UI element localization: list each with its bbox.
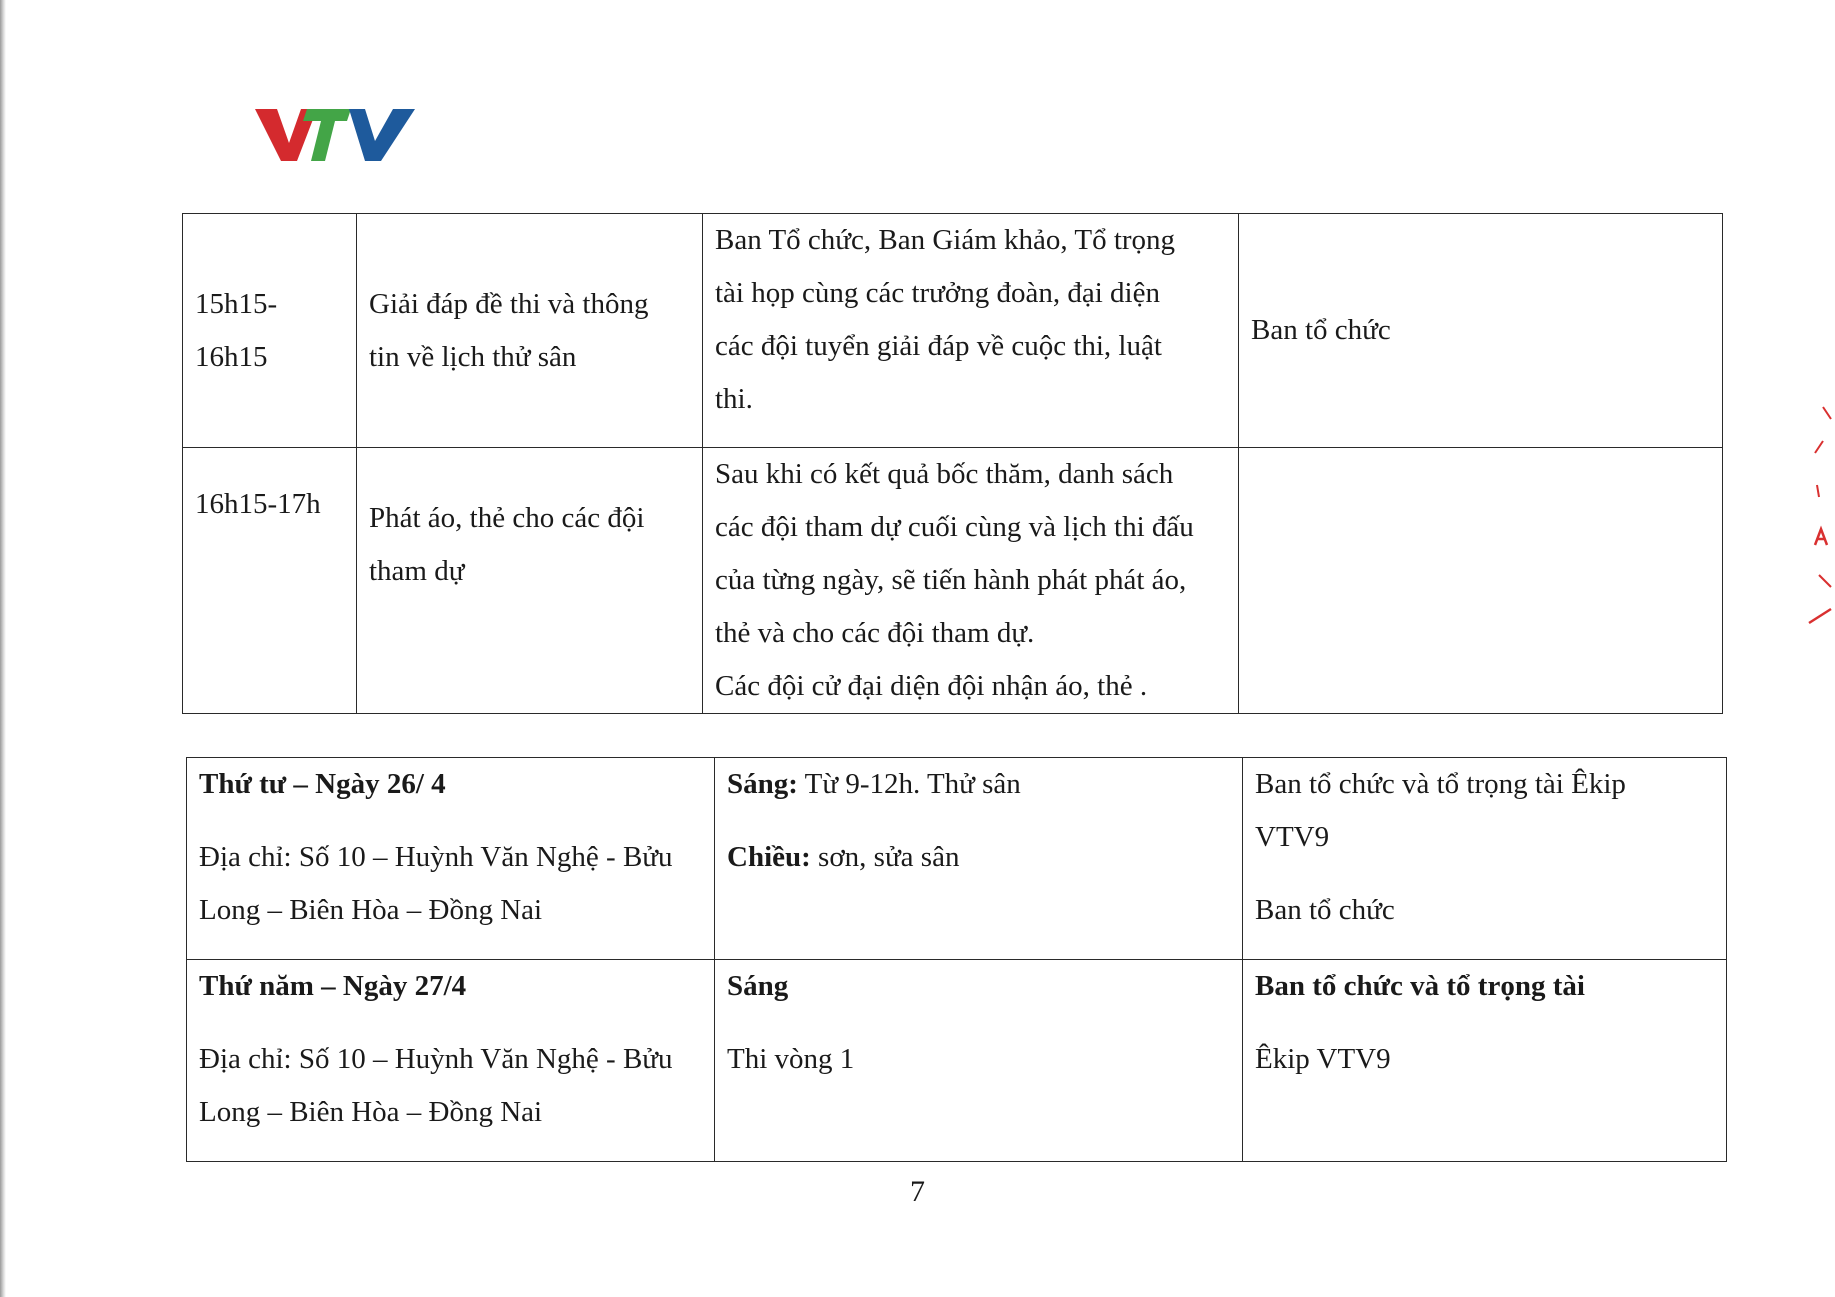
address-line: Long – Biên Hòa – Đồng Nai: [199, 894, 543, 926]
detail-line: các đội tuyển giải đáp về cuộc thi, luật: [715, 330, 1162, 362]
activity-cell: [357, 214, 703, 448]
afternoon-label: Chiều:: [727, 841, 811, 873]
responsible-cell: [1243, 960, 1727, 1162]
time-line: 15h15-: [195, 287, 278, 320]
detail-line: của từng ngày, sẽ tiến hành phát phát áo,: [715, 564, 1187, 596]
responsible-cell: [1239, 448, 1723, 714]
detail-line: Sau khi có kết quả bốc thăm, danh sách: [715, 458, 1174, 490]
responsible-text: Ban tổ chức: [1251, 314, 1391, 346]
morning-label: Sáng: [727, 970, 789, 1002]
morning-label: Sáng:: [727, 768, 798, 800]
responsible-cell: [1239, 214, 1723, 448]
day-cell: [187, 960, 715, 1162]
detail-line: tài họp cùng các trưởng đoàn, đại diện: [715, 277, 1160, 309]
session-cell: [715, 758, 1243, 960]
vtv-logo: [255, 105, 415, 163]
detail-cell: [703, 214, 1239, 448]
activity-line: Giải đáp đề thi và thông: [369, 287, 649, 320]
time-line: 16h15-17h: [195, 488, 321, 520]
schedule-table-days: [186, 757, 1727, 1162]
morning-text: Từ 9-12h. Thử sân: [797, 768, 1021, 800]
day-cell: [187, 758, 715, 960]
vtv-logo-icon: [255, 105, 415, 163]
detail-line: thẻ và cho các đội tham dự.: [715, 617, 1035, 649]
day-title: Thứ tư – Ngày 26/ 4: [199, 768, 446, 800]
activity-line: tin về lịch thử sân: [369, 340, 577, 373]
schedule-table-activities: [182, 213, 1723, 714]
stamp-edge-icon: [1795, 405, 1835, 635]
responsible-line: VTV9: [1255, 821, 1330, 853]
red-stamp-fragment: [1795, 405, 1835, 635]
detail-line: Các đội cử đại diện đội nhận áo, thẻ .: [715, 670, 1148, 702]
responsible-line: Êkip VTV9: [1255, 1043, 1391, 1075]
address-line: Long – Biên Hòa – Đồng Nai: [199, 1096, 543, 1128]
time-cell: [183, 448, 357, 714]
round-text: Thi vòng 1: [727, 1043, 855, 1075]
table-row: [183, 448, 1723, 714]
activity-line: Phát áo, thẻ cho các đội: [369, 502, 645, 534]
detail-cell: [703, 448, 1239, 714]
table-row: [183, 214, 1723, 448]
detail-line: Ban Tổ chức, Ban Giám khảo, Tổ trọng: [715, 224, 1176, 256]
address-line: Địa chỉ: Số 10 – Huỳnh Văn Nghệ - Bửu: [199, 1043, 673, 1075]
address-line: Địa chỉ: Số 10 – Huỳnh Văn Nghệ - Bửu: [199, 841, 673, 873]
responsible-line: Ban tổ chức và tổ trọng tài Êkip: [1255, 768, 1626, 800]
detail-line: các đội tham dự cuối cùng và lịch thi đấu: [715, 511, 1194, 543]
responsible-line: Ban tổ chức: [1255, 894, 1395, 926]
scan-page-edge: [0, 0, 6, 1297]
detail-line: thi.: [715, 383, 753, 415]
session-cell: [715, 960, 1243, 1162]
time-cell: [183, 214, 357, 448]
afternoon-session: [727, 831, 1230, 884]
activity-line: tham dự: [369, 555, 465, 587]
table-row: [187, 758, 1727, 960]
responsible-line: Ban tổ chức và tổ trọng tài: [1255, 970, 1585, 1002]
day-title: Thứ năm – Ngày 27/4: [199, 970, 467, 1002]
morning-session: [727, 758, 1230, 811]
page-number: 7: [910, 1175, 925, 1208]
table-row: [187, 960, 1727, 1162]
afternoon-text: sơn, sửa sân: [810, 841, 960, 873]
time-line: 16h15: [195, 340, 268, 373]
activity-cell: [357, 448, 703, 714]
responsible-cell: [1243, 758, 1727, 960]
